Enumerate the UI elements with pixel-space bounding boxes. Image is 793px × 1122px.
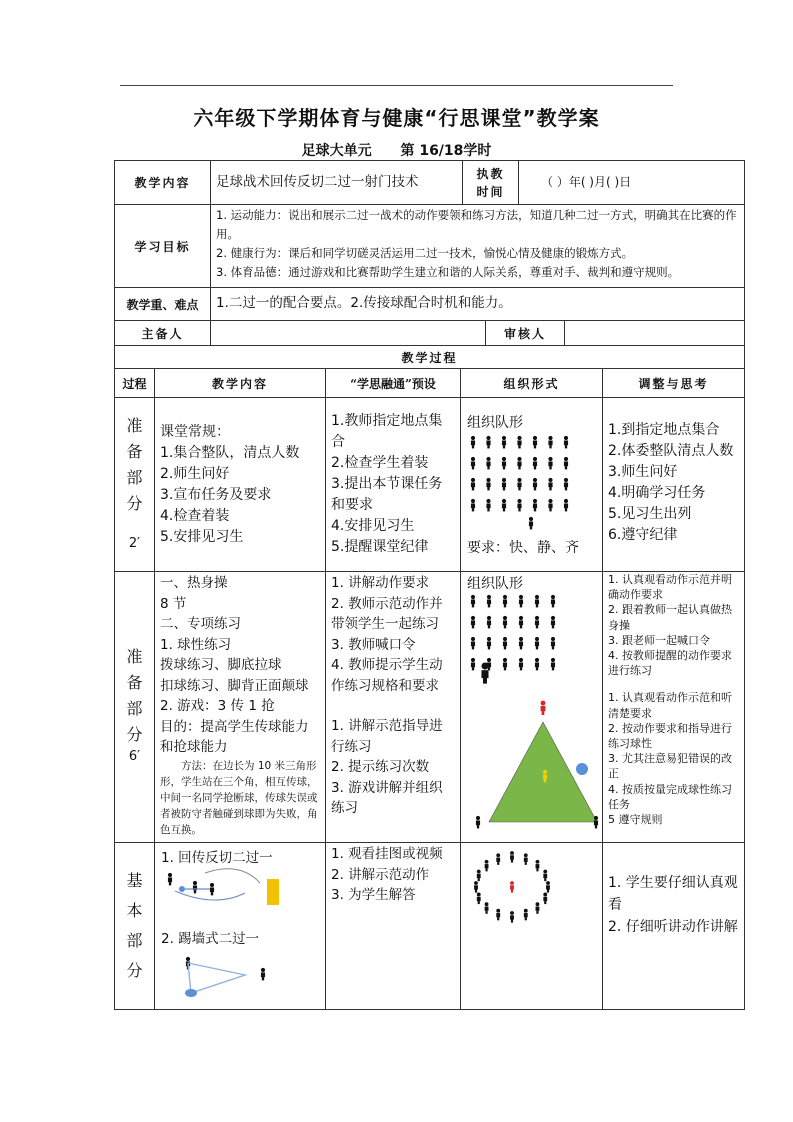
preset-line: 4. 教师提示学生动作练习规格和要求 [331, 657, 443, 694]
method-text: 方法：在边长为 10 米三角形形，学生站在三个角，相互传球，中间一名同学抢断球，传球失误或者被防守者触碰到球即为失败，角色互换。 [160, 759, 318, 836]
stage-char: 分 [126, 725, 143, 744]
preset-line: 3. 游戏讲解并组织练习 [331, 779, 443, 816]
student-figure [471, 499, 475, 511]
stage-duration: 6′ [128, 749, 141, 764]
content-line: 4.检查着装 [160, 508, 230, 524]
row3-org [460, 842, 603, 1010]
row2-reflect [602, 571, 745, 843]
student-figure [502, 478, 506, 490]
reflect-line: 6.遵守纪律 [608, 527, 678, 543]
student-figure [477, 893, 481, 905]
student-figure [564, 436, 568, 448]
content-line: 2. 游戏：3 传 1 抢 [160, 698, 275, 714]
circle-formation-diagram [461, 843, 604, 1011]
key-label: 教学重、难点 [114, 287, 211, 321]
student-figure [476, 816, 480, 828]
reflect-line: 5 遵守规则 [608, 813, 663, 827]
content-line: 二、专项练习 [160, 616, 241, 632]
period-label: 第 16/18学时 [400, 143, 492, 159]
stage-char: 准 [126, 647, 143, 666]
student-figure [486, 499, 490, 511]
student-figure [564, 478, 568, 490]
student-figure [524, 853, 528, 865]
run-path [205, 869, 260, 883]
row2-content [154, 571, 326, 843]
reflect-line: 3. 尤其注意易犯错误的改正 [608, 752, 732, 781]
org-title: 组织队形 [467, 415, 523, 431]
student-figure [496, 909, 500, 921]
student-figure [485, 902, 489, 914]
student-figure [487, 595, 491, 607]
student-figure [533, 499, 537, 511]
student-figure [548, 499, 552, 511]
process-title: 教学过程 [114, 345, 745, 369]
reflect-line: 4. 按质按量完成球性练习任务 [608, 782, 732, 811]
student-figure [481, 662, 488, 683]
preset-line: 3. 为学生解答 [331, 887, 416, 903]
stage-char: 备 [126, 441, 143, 461]
preset-line: 4.安排见习生 [331, 518, 415, 534]
student-figure [510, 881, 514, 893]
student-figure [502, 499, 506, 511]
stage-char: 分 [126, 961, 143, 980]
content-line: 扣球练习、脚背正面颠球 [160, 677, 309, 694]
student-figure [471, 457, 475, 469]
row3-content [154, 842, 326, 1010]
student-figure [471, 478, 475, 490]
time-value: （ ）年( )月( )日 [518, 160, 745, 205]
student-figure [517, 436, 521, 448]
preset-line: 1. 观看挂图或视频 [331, 846, 443, 862]
student-figure [193, 881, 197, 893]
row3-stage [114, 842, 155, 1010]
student-figure [503, 658, 507, 670]
content-line: 目的：提高学生传球能力和抢球能力 [160, 718, 309, 755]
row1-stage [114, 397, 155, 572]
reflect-line: 2. 按动作要求和指导进行练习球性 [608, 721, 732, 751]
content-line: 一、热身操 [160, 575, 228, 591]
preset-line: 2. 提示练习次数 [331, 759, 430, 775]
reviewer-label: 审核人 [485, 320, 565, 346]
student-figure [519, 658, 523, 670]
preset-line: 5.提醒课堂纪律 [331, 539, 429, 555]
content-value: 足球战术回传反切二过一射门技术 [210, 160, 463, 205]
goal-label: 学习目标 [114, 204, 211, 288]
goal-item: 2. 健康行为：课后和同学切磋灵活运用二过一技术，愉悦心情及健康的锻炼方式。 [216, 246, 634, 260]
content-line: 拨球练习、脚底拉球 [160, 657, 282, 673]
goal-item: 1. 运动能力：说出和展示二过一战术的动作要领和练习方法，知道几种二过一方式，明确其在比赛的作用。 [216, 208, 737, 241]
preset-line [331, 696, 455, 716]
content-line: 8 节 [160, 595, 187, 612]
unit-name: 足球大单元 [301, 143, 372, 159]
student-figure [485, 860, 489, 872]
student-figure [517, 457, 521, 469]
student-figure [564, 457, 568, 469]
reflect-line: 1. 认真观看动作示范并明确动作要求 [608, 573, 732, 602]
content-line: 1.集合整队，清点人数 [160, 445, 300, 461]
student-figure [477, 870, 481, 882]
student-figure [471, 595, 475, 607]
row2-preset [325, 571, 461, 843]
student-figure [564, 499, 568, 511]
row1-org [460, 397, 603, 572]
student-figure [503, 637, 507, 649]
row3-preset [325, 842, 461, 1010]
student-figure [535, 658, 539, 670]
col-header-org: 组织形式 [460, 368, 603, 398]
reflect-line: 2. 仔细听讲动作讲解 [608, 919, 738, 935]
student-figure [551, 637, 555, 649]
row1-preset [325, 397, 461, 572]
student-figure [551, 595, 555, 607]
content-line: 1. 球性练习 [160, 636, 232, 653]
student-figure [486, 457, 490, 469]
content-label: 教学内容 [114, 160, 211, 205]
reflect-line: 4. 按教师提醒的动作要求进行练习 [608, 649, 732, 678]
content-line: 5.安排见习生 [160, 529, 244, 545]
student-figure [551, 616, 555, 628]
page-subtitle [0, 140, 793, 160]
student-figure [487, 637, 491, 649]
student-figure [517, 499, 521, 511]
student-figure [519, 637, 523, 649]
content-line: 2. 踢墙式二过一 [161, 931, 260, 947]
student-figure [548, 436, 552, 448]
student-figure [533, 478, 537, 490]
preset-line: 2.检查学生着装 [331, 455, 429, 471]
practice-diagram [461, 572, 604, 844]
preset-line: 3. 教师喊口令 [331, 636, 416, 653]
time-label [462, 160, 519, 205]
org-requirement: 要求：快、静、齐 [467, 540, 579, 556]
student-figure [535, 637, 539, 649]
preset-line: 2. 教师示范动作并带领学生一起练习 [331, 595, 443, 632]
student-figure [261, 968, 265, 980]
time-label-line2: 时间 [476, 184, 505, 199]
ball-icon [179, 886, 185, 892]
student-figure [536, 902, 540, 914]
stage-char: 准 [126, 415, 143, 435]
reflect-line: 2. 跟着教师一起认真做热身操 [608, 603, 732, 632]
reflect-line: 1. 认真观看动作示范和听清楚要求 [608, 691, 732, 720]
row2-org [460, 571, 603, 843]
stage-char: 基 [126, 871, 143, 890]
preset-line: 3.提出本节课任务和要求 [331, 476, 443, 513]
student-figure [548, 478, 552, 490]
student-figure [529, 517, 533, 529]
student-figure [543, 870, 547, 882]
student-figure [474, 881, 478, 893]
row1-reflect [602, 397, 745, 572]
row3-reflect [602, 842, 745, 1010]
student-figure [533, 436, 537, 448]
content-line: 1. 回传反切二过一 [161, 850, 273, 866]
student-figure [210, 883, 214, 895]
student-figure [471, 658, 475, 670]
student-figure [546, 881, 550, 893]
stage-char: 部 [126, 931, 143, 950]
stage-char: 部 [126, 699, 143, 718]
student-figure [496, 853, 500, 865]
reflect-line: 4.明确学习任务 [608, 485, 706, 501]
col-header-content: 教学内容 [154, 368, 326, 398]
content-line: 2.师生问好 [160, 466, 230, 482]
ball-icon [576, 763, 588, 775]
stage-char: 分 [126, 493, 143, 513]
student-figure [533, 457, 537, 469]
pass-path [188, 963, 245, 993]
preset-line: 1.教师指定地点集合 [331, 413, 443, 450]
content-line: 3.宣布任务及要求 [160, 487, 272, 503]
col-header-preset: “学思融通”预设 [325, 368, 461, 398]
student-figure [503, 616, 507, 628]
stage-char: 本 [126, 901, 143, 920]
student-figure [551, 658, 555, 670]
run-path [175, 891, 245, 900]
time-label-line1: 执教 [476, 166, 505, 181]
row1-content [154, 397, 326, 572]
student-figure [517, 478, 521, 490]
reflect-line: 2.体委整队清点人数 [608, 443, 734, 459]
reflect-line: 5.见习生出列 [608, 506, 692, 522]
student-figure [502, 457, 506, 469]
preset-line: 1. 讲解示范指导进行练习 [331, 718, 443, 755]
row2-stage [114, 571, 155, 843]
goal-list [210, 204, 745, 288]
student-figure [502, 436, 506, 448]
stage-char: 备 [126, 673, 143, 692]
student-figure [524, 909, 528, 921]
student-figure [471, 616, 475, 628]
stage-char: 部 [126, 467, 143, 487]
header-rule [120, 85, 673, 86]
stage-duration: 2′ [128, 535, 141, 551]
student-figure [519, 595, 523, 607]
page-title: 六年级下学期体育与健康“行思课堂”教学案 [193, 106, 600, 130]
org-title: 组织队形 [467, 576, 523, 592]
goal-item: 3. 体育品德：通过游戏和比赛帮助学生建立和谐的人际关系，尊重对手、裁判和遵守规则。 [216, 265, 680, 279]
preparer-label: 主备人 [114, 320, 211, 346]
student-figure [487, 616, 491, 628]
student-figure [471, 436, 475, 448]
student-figure [510, 911, 514, 923]
student-figure [543, 893, 547, 905]
student-figure [541, 701, 546, 715]
student-figure [594, 816, 598, 828]
preset-line: 2. 讲解示范动作 [331, 866, 430, 883]
student-figure [471, 637, 475, 649]
student-figure [535, 616, 539, 628]
reviewer-value [564, 320, 745, 346]
preset-line: 1. 讲解动作要求 [331, 575, 430, 591]
student-figure [486, 478, 490, 490]
reflect-line: 3.师生问好 [608, 464, 678, 480]
col-header-reflect: 调整与思考 [602, 368, 745, 398]
reflect-line: 1.到指定地点集合 [608, 422, 720, 438]
student-figure [503, 595, 507, 607]
col-header-stage: 过程 [114, 368, 155, 398]
student-figure [510, 851, 514, 863]
preparer-value [210, 320, 486, 346]
key-value: 1.二过一的配合要点。2.传接球配合时机和能力。 [210, 287, 745, 321]
reflect-line: 1. 学生要仔细认真观看 [608, 875, 738, 913]
reflect-line: 3. 跟老师一起喊口令 [608, 633, 710, 647]
student-figure [519, 616, 523, 628]
content-line: 课堂常规： [160, 424, 230, 440]
student-figure [548, 457, 552, 469]
student-figure [536, 860, 540, 872]
student-figure [535, 595, 539, 607]
student-figure [168, 873, 172, 885]
student-figure [486, 436, 490, 448]
ball-icon [185, 989, 197, 997]
goal-icon [267, 879, 279, 905]
